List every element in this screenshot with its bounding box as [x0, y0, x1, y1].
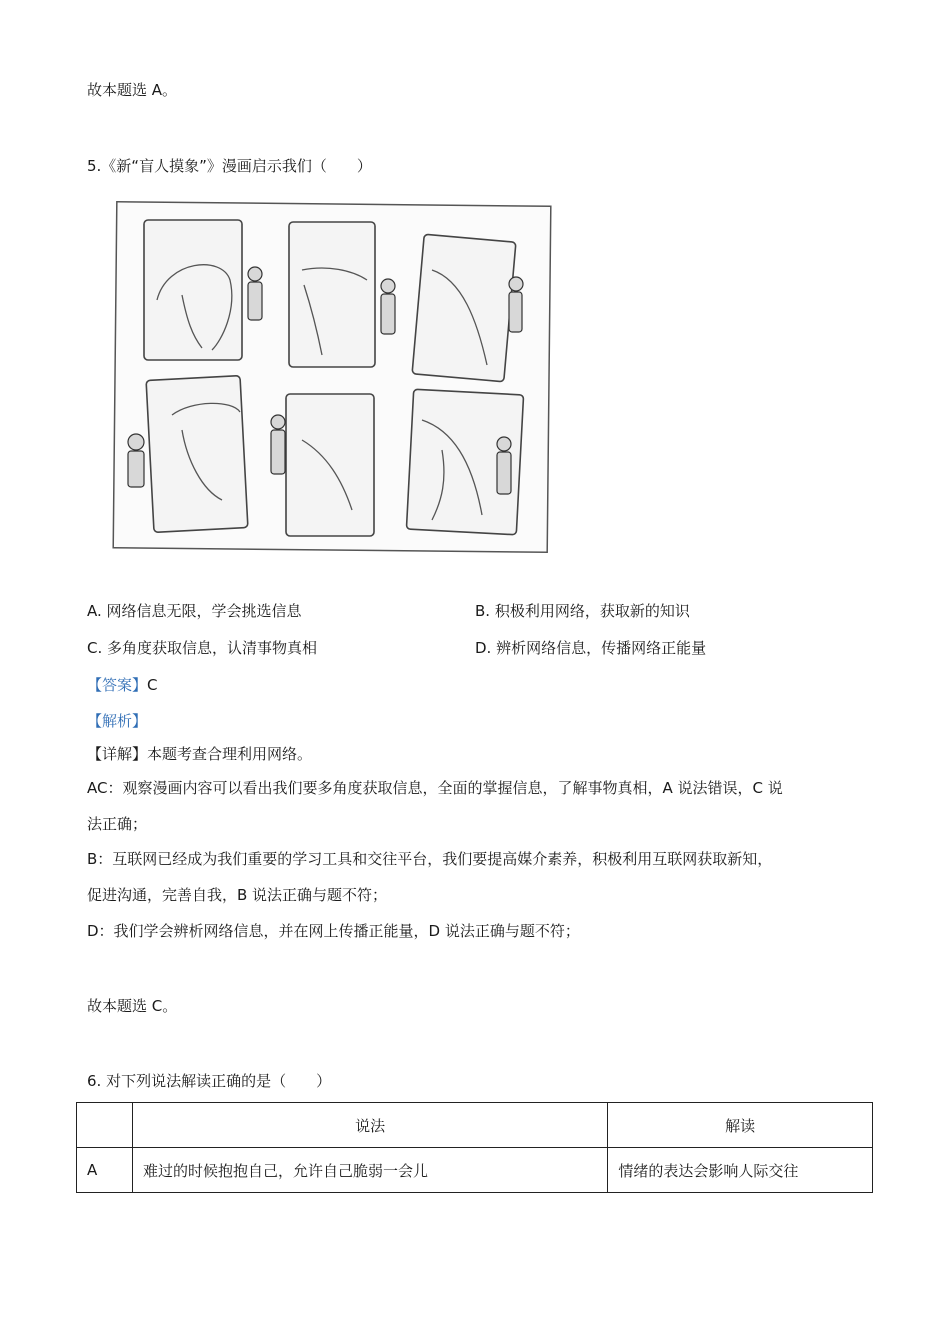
table-row	[77, 1148, 873, 1193]
answer-tag: 【答案】	[87, 676, 148, 694]
q5-stem: 5.《新“盲人摸象”》漫画启示我们（ ）	[87, 157, 372, 175]
table-header-cell	[77, 1103, 133, 1148]
q6-table	[76, 1102, 873, 1193]
detail-line	[87, 744, 312, 764]
cartoon-elephant-phones	[112, 200, 554, 556]
explanation-line: AC：观察漫画内容可以看出我们要多角度获取信息，全面的掌握信息，了解事物真相，A 说法错误，C 说	[87, 779, 783, 797]
option-b: B. 积极利用网络，获取新的知识	[475, 602, 690, 620]
explanation-line: B：互联网已经成为我们重要的学习工具和交往平台，我们要提高媒介素养，积极利用互联网获取新知，	[87, 850, 773, 868]
cartoon-figure	[112, 200, 554, 556]
q5-conclusion: 故本题选 C。	[87, 997, 178, 1015]
option-d: D. 辨析网络信息，传播网络正能量	[475, 639, 707, 657]
detail-lead: 本题考查合理利用网络。	[147, 745, 313, 763]
table-header-row	[77, 1103, 873, 1148]
table-header-cell: 说法	[132, 1103, 607, 1148]
explanation-line: 促进沟通，完善自我，B 说法正确与题不符；	[87, 886, 388, 904]
table-cell: 难过的时候抱抱自己，允许自己脆弱一会儿	[132, 1148, 607, 1193]
option-a: A. 网络信息无限，学会挑选信息	[87, 602, 302, 620]
table-cell: A	[77, 1148, 133, 1193]
detail-tag: 【详解】	[87, 745, 148, 763]
explanation-line: 法正确；	[87, 815, 148, 833]
answer-line	[87, 675, 158, 695]
explanation-line: D：我们学会辨析网络信息，并在网上传播正能量，D 说法正确与题不符；	[87, 922, 580, 940]
analysis-tag: 【解析】	[87, 712, 148, 730]
option-c: C. 多角度获取信息，认清事物真相	[87, 639, 318, 657]
answer-value: C	[147, 676, 158, 694]
table-header-cell: 解读	[608, 1103, 873, 1148]
table-cell: 情绪的表达会影响人际交往	[608, 1148, 873, 1193]
prev-conclusion: 故本题选 A。	[87, 81, 178, 99]
q6-stem: 6. 对下列说法解读正确的是（ ）	[87, 1072, 332, 1090]
